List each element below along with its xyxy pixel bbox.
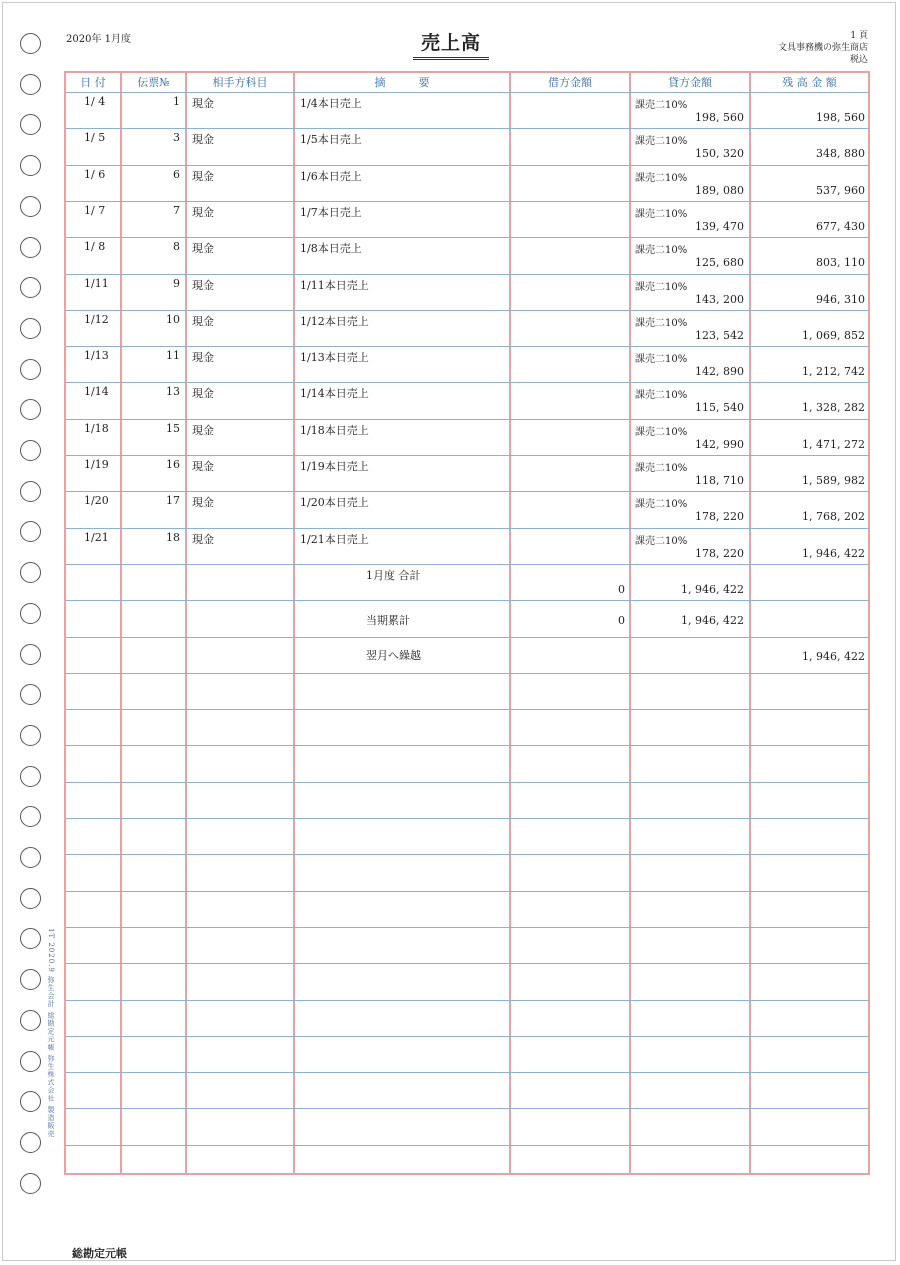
row-divider [66,1036,868,1037]
row-balance: 537, 960 [816,183,865,197]
row-balance: 803, 110 [816,256,865,270]
row-tax-class: 課売二10% [635,136,688,148]
row-divider [66,854,868,855]
binder-hole [20,440,41,461]
binder-hole [20,766,41,787]
row-balance: 677, 430 [816,219,865,233]
col-header-debit: 借方金額 [548,76,592,89]
row-credit-amount: 123, 542 [695,328,744,342]
col-header-date: 日 付 [80,76,106,89]
row-balance: 348, 880 [816,147,865,161]
row-date: 1/ 7 [84,203,106,217]
binder-hole [20,155,41,176]
row-divider [66,237,868,238]
row-divider [66,927,868,928]
row-account: 現金 [192,169,214,183]
row-divider [66,709,868,710]
summary-label: 1月度 合計 [366,568,421,582]
row-account: 現金 [192,423,214,437]
col-header-slip: 伝票№ [137,76,170,89]
binder-hole [20,725,41,746]
row-tax-class: 課売二10% [635,426,688,438]
row-credit-amount: 142, 990 [695,437,744,451]
row-account: 現金 [192,496,214,510]
page-title: 売上高 [413,28,489,60]
row-slip-no: 15 [166,421,180,435]
side-print-text: 1T 2020.9 弥生会計 総勘定元帳 弥生株式会社 製造販売 [47,928,55,1138]
row-divider [66,346,868,347]
row-account: 現金 [192,278,214,292]
row-slip-no: 8 [173,240,180,254]
col-header-credit: 貸方金額 [668,76,712,89]
tax-label: 税込 [849,55,868,65]
row-date: 1/13 [84,349,109,363]
row-credit-amount: 178, 220 [695,546,744,560]
row-divider [66,419,868,420]
summary-credit: 1, 946, 422 [681,582,744,596]
row-description: 1/19本日売上 [300,460,369,473]
ledger-table [64,71,870,1175]
row-slip-no: 18 [166,530,180,544]
row-date: 1/20 [84,494,109,508]
row-credit-amount: 139, 470 [695,219,744,233]
row-slip-no: 3 [173,131,180,145]
row-date: 1/ 6 [84,167,106,181]
summary-credit: 1, 946, 422 [681,614,744,628]
row-divider [66,528,868,529]
row-description: 1/5本日売上 [300,133,362,147]
row-credit-amount: 118, 710 [695,474,744,487]
row-description: 1/8本日売上 [300,242,362,256]
row-credit-amount: 142, 890 [695,365,744,379]
row-balance: 1, 069, 852 [802,328,865,342]
row-date: 1/18 [84,421,109,435]
row-account: 現金 [192,133,214,147]
binder-hole [20,481,41,502]
row-account: 現金 [192,532,214,546]
row-account: 現金 [192,97,214,110]
row-date: 1/19 [84,458,109,471]
row-description: 1/20本日売上 [300,496,369,510]
row-divider [66,564,868,565]
row-date: 1/21 [84,530,109,544]
row-divider [66,201,868,202]
row-balance: 1, 946, 422 [802,546,865,560]
row-description: 1/14本日売上 [300,387,369,401]
row-balance: 1, 471, 272 [802,437,865,451]
row-divider [66,382,868,383]
col-header-account: 相手方科目 [212,76,268,89]
row-slip-no: 11 [166,349,180,363]
row-divider [66,818,868,819]
row-tax-class: 課売二10% [635,499,688,511]
row-divider [66,1000,868,1001]
binder-hole [20,33,41,54]
row-account: 現金 [192,205,214,219]
row-slip-no: 13 [166,385,180,399]
row-date: 1/12 [84,312,109,326]
page-number: 1 頁 [850,31,868,41]
row-divider [66,128,868,129]
row-slip-no: 1 [173,95,180,108]
row-tax-class: 課売二10% [635,100,688,111]
binder-hole [20,562,41,583]
row-slip-no: 6 [173,167,180,181]
row-description: 1/6本日売上 [300,169,362,183]
row-balance: 1, 328, 282 [802,401,865,415]
row-slip-no: 16 [166,458,180,471]
row-tax-class: 課売二10% [635,281,688,293]
binder-hole [20,196,41,217]
col-header-balance: 残 高 金 額 [782,76,837,89]
row-account: 現金 [192,387,214,401]
row-divider [66,1072,868,1073]
row-description: 1/18本日売上 [300,423,369,437]
row-divider [66,963,868,964]
row-credit-amount: 143, 200 [695,292,744,306]
row-account: 現金 [192,242,214,256]
row-tax-class: 課売二10% [635,208,688,220]
summary-balance: 1, 946, 422 [802,649,865,663]
binder-hole [20,644,41,665]
row-credit-amount: 150, 320 [695,147,744,161]
row-description: 1/21本日売上 [300,532,369,546]
row-divider [66,782,868,783]
row-divider [66,491,868,492]
summary-debit: 0 [618,614,625,628]
header-right [778,30,868,66]
row-date: 1/11 [84,276,109,290]
binder-hole [20,969,41,990]
row-tax-class: 課売二10% [635,317,688,329]
binder-hole [20,1051,41,1072]
row-balance: 946, 310 [816,292,865,306]
row-balance: 1, 212, 742 [802,365,865,379]
row-description: 1/11本日売上 [300,278,369,292]
binder-hole [20,237,41,258]
binder-hole [20,1173,41,1194]
row-credit-amount: 198, 560 [695,111,744,124]
binder-hole [20,603,41,624]
binder-hole [20,74,41,95]
row-divider [66,1108,868,1109]
row-tax-class: 課売二10% [635,390,688,402]
row-divider [66,891,868,892]
binder-hole [20,1010,41,1031]
row-description: 1/12本日売上 [300,314,369,328]
binder-hole [20,318,41,339]
row-tax-class: 課売二10% [635,535,688,547]
row-credit-amount: 115, 540 [695,401,744,415]
row-divider [66,92,868,93]
binder-hole [20,847,41,868]
period-label: 2020年 1月度 [66,34,131,45]
row-balance: 1, 768, 202 [802,510,865,524]
summary-label: 当期累計 [366,614,410,628]
row-divider [66,1145,868,1146]
row-divider [66,745,868,746]
row-balance: 1, 589, 982 [802,474,865,487]
row-account: 現金 [192,351,214,365]
col-header-description: 摘 要 [374,76,430,89]
summary-debit: 0 [618,582,625,596]
binder-hole [20,1132,41,1153]
row-slip-no: 9 [173,276,180,290]
row-credit-amount: 178, 220 [695,510,744,524]
row-divider [66,274,868,275]
binder-hole [20,888,41,909]
row-tax-class: 課売二10% [635,245,688,257]
row-account: 現金 [192,314,214,328]
row-credit-amount: 189, 080 [695,183,744,197]
row-divider [66,455,868,456]
row-tax-class: 課売二10% [635,172,688,184]
row-divider [66,637,868,638]
row-description: 1/13本日売上 [300,351,369,365]
row-divider [66,600,868,601]
row-slip-no: 17 [166,494,180,508]
row-date: 1/ 5 [84,131,106,145]
footer-title: 総勘定元帳 [72,1247,127,1260]
row-tax-class: 課売二10% [635,354,688,366]
binder-hole [20,359,41,380]
row-account: 現金 [192,460,214,473]
summary-label: 翌月へ繰越 [366,648,421,662]
row-date: 1/ 4 [84,95,106,108]
row-date: 1/14 [84,385,109,399]
row-description: 1/4本日売上 [300,97,362,110]
row-divider [66,673,868,674]
row-balance: 198, 560 [816,111,865,124]
row-slip-no: 10 [166,312,180,326]
row-divider [66,310,868,311]
row-slip-no: 7 [173,203,180,217]
row-divider [66,165,868,166]
row-tax-class: 課売二10% [635,463,688,474]
row-date: 1/ 8 [84,240,106,254]
row-description: 1/7本日売上 [300,205,362,219]
row-credit-amount: 125, 680 [695,256,744,270]
company-name: 文具事務機の弥生商店 [777,43,868,53]
